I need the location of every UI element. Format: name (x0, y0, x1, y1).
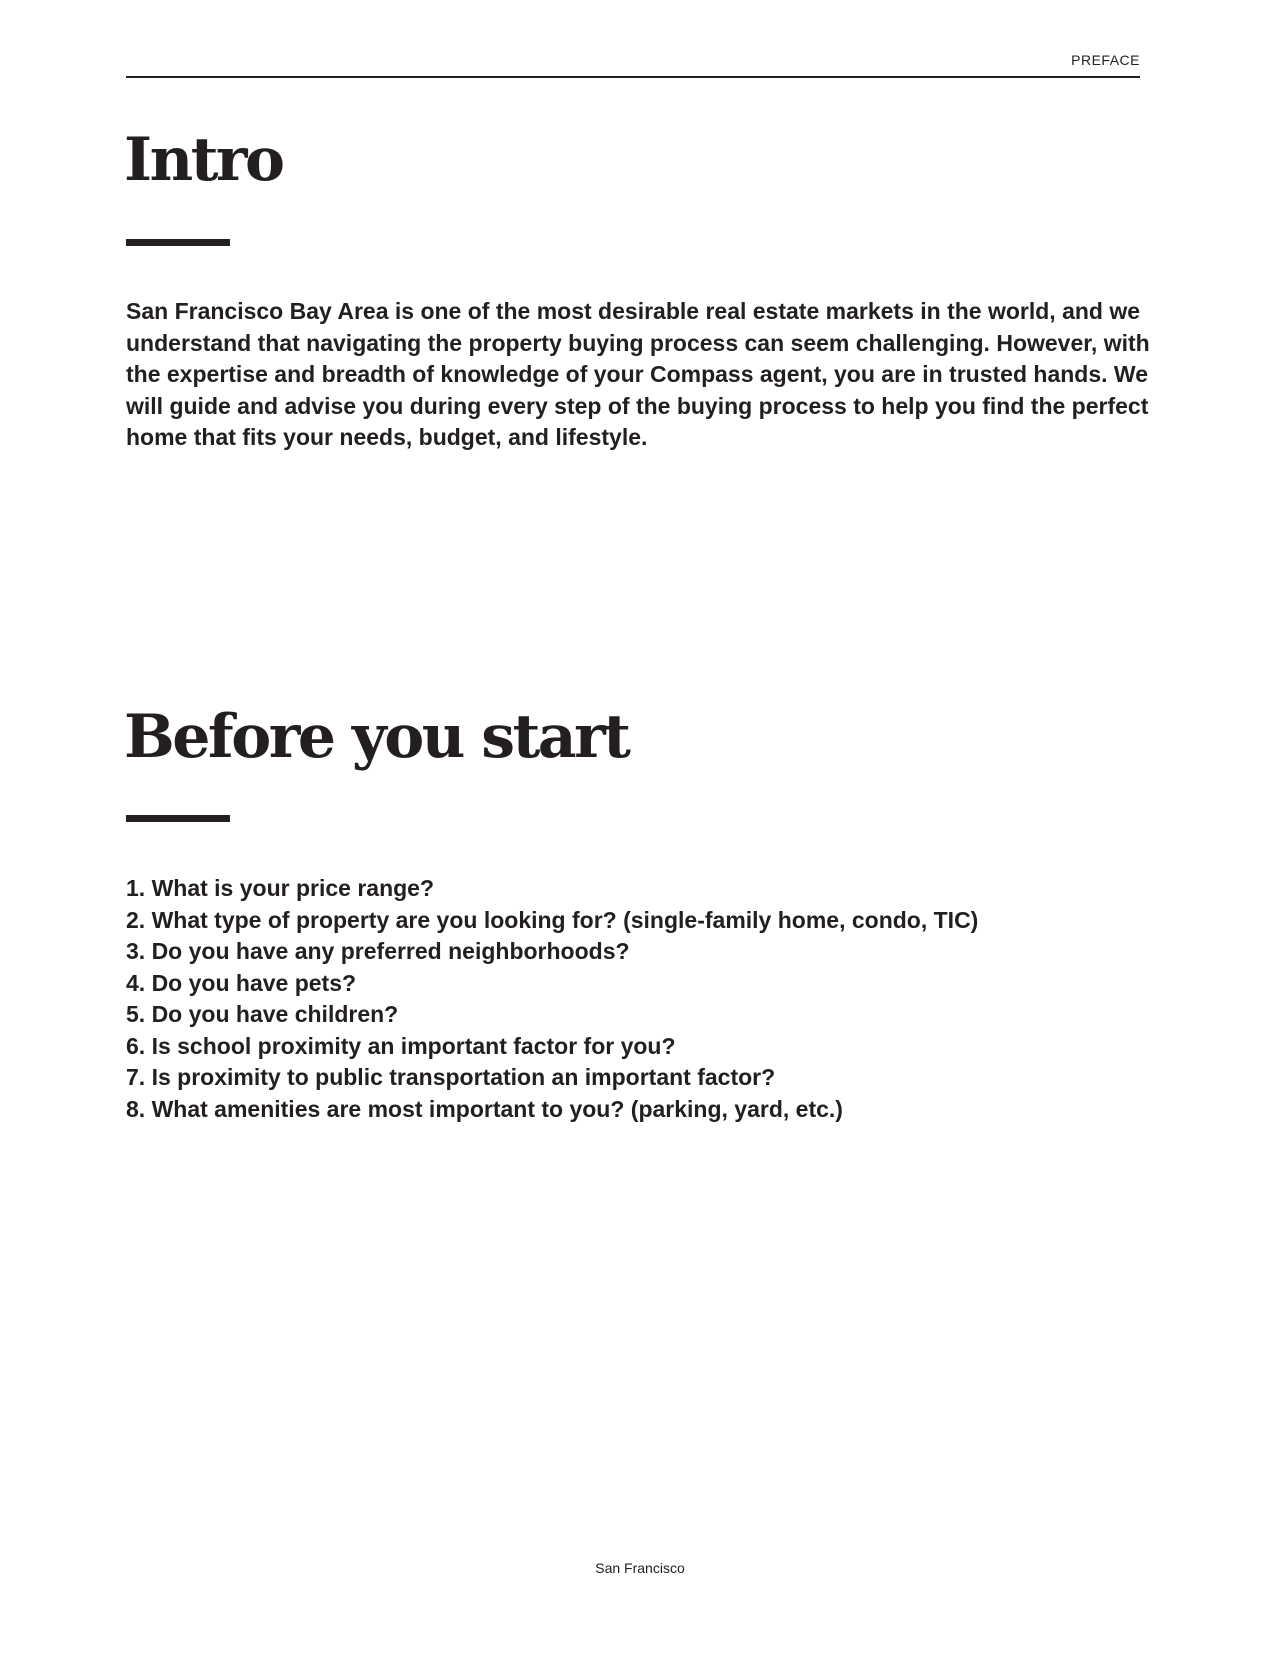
intro-paragraph: San Francisco Bay Area is one of the most desirable real estate markets in the world, and we understand that navigating the property buying process can seem challenging. However, with the expertise and breadth of knowledge of your Compass agent, you are in trusted hands. We will guide and advise you during every step of the buying process to help you find the perfect home that fits your needs, budget, and lifestyle. (126, 298, 1150, 450)
question-list (126, 873, 1126, 1125)
question-item: 1. What is your price range? (126, 875, 435, 901)
intro-heading: Intro (124, 125, 283, 195)
intro-heading-rule (126, 239, 230, 246)
page-header (126, 50, 1140, 78)
question-item: 3. Do you have any preferred neighborhoods? (126, 938, 630, 964)
question-item: 4. Do you have pets? (126, 969, 357, 996)
section-label: PREFACE (1071, 52, 1140, 68)
question-item: 5. Do you have children? (126, 1001, 399, 1027)
before-you-start-heading-rule (126, 815, 230, 822)
question-item: 6. Is school proximity an important factor for you? (126, 1032, 676, 1059)
page-footer: San Francisco (595, 1560, 685, 1576)
question-item: 2. What type of property are you looking for? (single-family home, condo, TIC) (126, 906, 979, 933)
before-you-start-heading: Before you start (124, 702, 629, 772)
question-item: 7. Is proximity to public transportation an important factor? (126, 1064, 776, 1090)
question-item: 8. What amenities are most important to you? (parking, yard, etc.) (126, 1095, 843, 1122)
